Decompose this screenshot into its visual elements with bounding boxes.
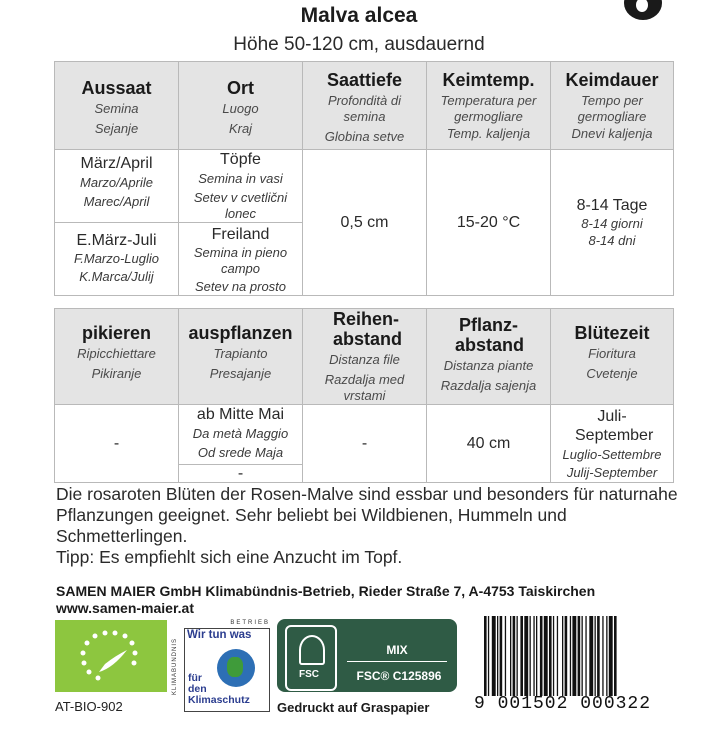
barcode-number: 9 001502 000322 (474, 694, 652, 714)
printed-on-label: Gedruckt auf Graspapier (277, 700, 430, 715)
ort-cell-1: Töpfe Semina in vasi Setev v cvetlični lonec (179, 150, 303, 223)
klimabuendnis-slogan: Wir tun was (187, 629, 252, 641)
reihenabstand-cell: - (303, 405, 427, 483)
description-tip: Tipp: Es empfiehlt sich eine Anzucht im Topf. (56, 547, 403, 567)
header-pikieren: pikieren Ripicchiettare Pikiranje (55, 309, 179, 405)
header-keimdauer: Keimdauer Tempo per germogliare Dnevi kaljenja (551, 62, 674, 150)
auspflanzen-cell-2: - (179, 465, 303, 483)
saattiefe-cell: 0,5 cm (303, 150, 427, 296)
fsc-mix-label: MIX (386, 643, 408, 657)
fsc-tree-icon (285, 625, 337, 691)
description-text: Die rosaroten Blüten der Rosen-Malve sind essbar und besonders für naturnahe Pflanzungen geeignet. Sehr beliebt bei Wildbienen, Hummeln und Schmetterlingen. (56, 484, 678, 546)
pflanzabstand-cell: 40 cm (427, 405, 551, 483)
page-title: Malva alcea (300, 4, 418, 27)
fsc-code: FSC® C125896 (356, 669, 442, 683)
barcode-icon (484, 616, 666, 696)
fsc-logo (277, 619, 457, 692)
klimabuendnis-top-text: BETRIEB (230, 620, 270, 626)
klimabuendnis-slogan-2: für den Klimaschutz (188, 672, 250, 706)
header-reihenabstand: Reihen-abstand Distanza file Razdalja med vrstami (303, 309, 427, 405)
bluetezeit-cell: Juli-September Luglio-Settembre Julij-September (551, 405, 674, 483)
header-bluetezeit: Blütezeit Fioritura Cvetenje (551, 309, 674, 405)
keimtemp-cell: 15-20 °C (427, 150, 551, 296)
header-saattiefe: Saattiefe Profondità di semina Globina setve (303, 62, 427, 150)
klimabuendnis-logo (172, 620, 270, 712)
fsc-divider (347, 661, 447, 662)
eu-organic-logo (55, 620, 167, 692)
header-ort: Ort Luogo Kraj (179, 62, 303, 150)
company-address: SAMEN MAIER GmbH Klimabündnis-Betrieb, Rieder Straße 7, A-4753 Taiskirchen (56, 583, 596, 599)
planting-table (54, 308, 674, 483)
header-auspflanzen: auspflanzen Trapianto Presajanje (179, 309, 303, 405)
aussaat-cell-1: März/April Marzo/Aprile Marec/April (55, 150, 179, 223)
auspflanzen-cell-1: ab Mitte Mai Da metà Maggio Od srede Maja (179, 405, 303, 465)
aussaat-cell-2: E.März-Juli F.Marzo-Luglio K.Marca/Julij (55, 223, 179, 296)
fsc-logo-text: FSC (299, 669, 319, 680)
klimabuendnis-side-text: KLIMABÜNDNIS (172, 637, 178, 695)
website-link[interactable]: www.samen-maier.at (56, 600, 194, 616)
bio-control-code: AT-BIO-902 (55, 699, 123, 714)
header-pflanzabstand: Pflanz-abstand Distanza piante Razdalja sajenja (427, 309, 551, 405)
eu-leaf-stars-icon (55, 620, 167, 692)
keimdauer-cell: 8-14 Tage 8-14 giorni 8-14 dni (551, 150, 674, 296)
header-aussaat: Aussaat Semina Sejanje (55, 62, 179, 150)
ort-cell-2: Freiland Semina in pieno campo Setev na prosto (179, 223, 303, 296)
klimabuendnis-box (184, 628, 270, 712)
sowing-table (54, 61, 674, 296)
page-subtitle: Höhe 50-120 cm, ausdauernd (233, 34, 485, 55)
header-keimtemp: Keimtemp. Temperatura per germogliare Temp. kaljenja (427, 62, 551, 150)
description (56, 484, 696, 568)
pikieren-cell: - (55, 405, 179, 483)
